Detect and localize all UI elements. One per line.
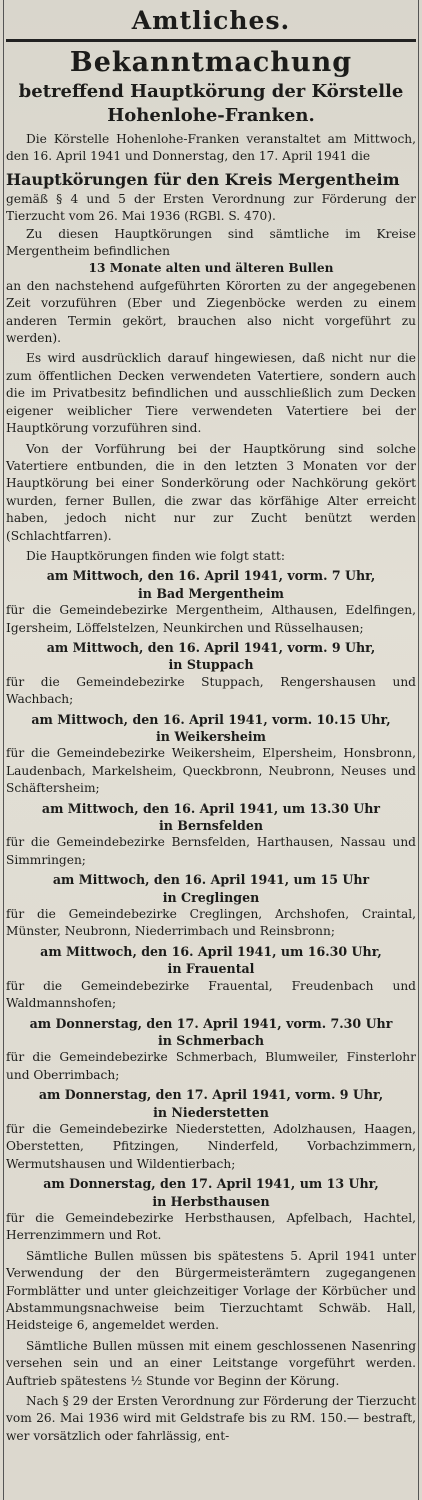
nasenring-paragraph: Sämtliche Bullen müssen mit einem geschlossenen Nasenring versehen sein und an einer Leitstange vorgeführt werden. Auftrieb spätestens ½ Stunde vor Beginn der Körung. [6,1338,416,1388]
schedule-place: in Herbsthausen [152,1193,270,1209]
bullen-intro: Zu diesen Hauptkörungen sind sämtliche im Kreise Mergentheim befindlichen [6,226,416,259]
schedule-areas: für die Gemeindebezirke Niederstetten, Adolzhausen, Haagen, Oberstetten, Pfitzingen, Ninderfeld, Vorbachzimmern, Wermutshausen und Wildentierbach; [6,1121,416,1171]
schedule-areas: für die Gemeindebezirke Weikersheim, Elpersheim, Honsbronn, Laudenbach, Markelsheim, Queckbronn, Neubronn, Neuses und Schäftersheim; [6,746,416,796]
schedule-areas: für die Gemeindebezirke Bernsfelden, Harthausen, Nassau und Simmringen; [6,835,416,867]
kreis-heading: Hauptkörungen für den Kreis Mergentheim [6,169,400,189]
schedule-place: in Bernsfelden [158,818,264,834]
schedule-place: in Schmerbach [157,1032,264,1048]
schedule-areas: für die Gemeindebezirke Herbsthausen, Apfelbach, Hachtel, Herrenzimmern und Rot. [6,1210,416,1243]
schedule-date: am Mittwoch, den 16. April 1941, vorm. 7 Uhr, [46,568,376,584]
bullen-line: 13 Monate alten und älteren Bullen [88,261,334,276]
schedule-entry [6,800,416,870]
schedule-entry [6,711,416,798]
headline: Bekanntmachung [69,47,353,78]
schedule-list [6,567,416,1244]
strafe-paragraph: Nach § 29 der Ersten Verordnung zur Förderung der Tierzucht vom 26. Mai 1936 wird mit Geldstrafe bis zu RM. 150.— bestraft, wer vorsätzlich oder fahrlässig, ent- [6,1394,416,1443]
section-title: Amtliches. [131,6,291,35]
column-rule-left [3,0,4,1500]
schedule-areas: für die Gemeindebezirke Schmerbach, Blumweiler, Finsterlohr und Oberrimbach; [6,1050,416,1082]
schedule-areas: für die Gemeindebezirke Frauental, Freudenbach und Waldmannshofen; [6,978,416,1011]
schedule-entry [6,639,416,709]
schedule-place: in Niederstetten [153,1104,269,1120]
ausnahme-paragraph: Von der Vorführung bei der Hauptkörung sind solche Vatertiere entbunden, die in den letzten 3 Monaten vor der Hauptkörung bei einer Sonderkörung oder Nachkörung gekört wurden, ferner Bullen, die zwar das körfähige Alter erreicht haben, jedoch nicht nur zur Zucht benützt werden (Schlachtfarren). [6,441,416,543]
schedule-date: am Donnerstag, den 17. April 1941, um 13 Uhr, [43,1176,379,1192]
hinweis-paragraph: Es wird ausdrücklich darauf hingewiesen, daß nicht nur die zum öffentlichen Decken verwendeten Vatertiere, sondern auch die im Privatbesitz befindlichen und ausschließlich zum Decken eigener weiblicher Tiere verwendeten Vatertiere bei der Hauptkörung vorzuführen sind. [6,351,416,436]
schedule-date: am Donnerstag, den 17. April 1941, vorm. 9 Uhr, [38,1087,384,1103]
schedule-date: am Mittwoch, den 16. April 1941, vorm. 9 Uhr, [46,639,376,655]
schedule-place: in Bad Mergentheim [138,585,284,601]
schedule-place: in Weikersheim [156,729,266,744]
legal-basis: gemäß § 4 und 5 der Ersten Verordnung zur Förderung der Tierzucht vom 26. Mai 1936 (RGBl. S. 470). [6,191,416,224]
schedule-entry [6,943,416,1013]
intro-paragraph: Die Körstelle Hohenlohe-Franken veranstaltet am Mittwoch, den 16. April 1941 und Donnerstag, den 17. April 1941 die [6,132,416,164]
schedule-intro: Die Hauptkörungen finden wie folgt statt: [26,548,285,563]
subheadline-2: Hohenlohe-Franken. [107,105,315,126]
schedule-date: am Mittwoch, den 16. April 1941, vorm. 10.15 Uhr, [31,711,391,727]
schedule-date: am Donnerstag, den 17. April 1941, vorm. 7.30 Uhr [29,1015,393,1031]
schedule-areas: für die Gemeindebezirke Stuppach, Rengershausen und Wachbach; [6,674,416,707]
schedule-date: am Mittwoch, den 16. April 1941, um 13.30 Uhr [41,800,381,816]
schedule-place: in Stuppach [168,657,254,673]
schedule-areas: für die Gemeindebezirke Creglingen, Archshofen, Craintal, Münster, Neubronn, Niederrimbach und Reinsbronn; [6,907,416,939]
schedule-date: am Mittwoch, den 16. April 1941, um 15 Uhr [52,872,370,888]
schedule-entry [6,1086,416,1173]
anmeldung-paragraph: Sämtliche Bullen müssen bis spätestens 5. April 1941 unter Verwendung der den Bürgermeisterämtern zugegangenen Formblätter und unter gleichzeitiger Vorlage der Körbücher und Abstammungsnachweise beim Tierzuchtamt Schwäb. Hall, Heidsteige 6, angemeldet werden. [6,1248,416,1333]
schedule-entry [6,1015,416,1085]
schedule-entry [6,567,416,637]
schedule-place: in Frauental [167,961,255,977]
schedule-entry [6,871,416,941]
schedule-areas: für die Gemeindebezirke Mergentheim, Althausen, Edelfingen, Igersheim, Löffelstelzen, Neunkirchen und Rüsselhausen; [6,603,416,635]
schedule-date: am Mittwoch, den 16. April 1941, um 16.30 Uhr, [40,943,382,959]
subheadline-1: betreffend Hauptkörung der Körstelle [18,81,404,102]
schedule-entry [6,1175,416,1245]
bullen-rest: an den nachstehend aufgeführten Körorten zu der angegebenen Zeit vorzuführen (Eber und Ziegenböcke werden zu einem anderen Termin gekört, brauchen also nicht vorgeführt zu werden). [6,278,416,346]
column-rule-right [418,0,419,1500]
schedule-place: in Creglingen [162,889,260,905]
section-divider [6,39,416,42]
